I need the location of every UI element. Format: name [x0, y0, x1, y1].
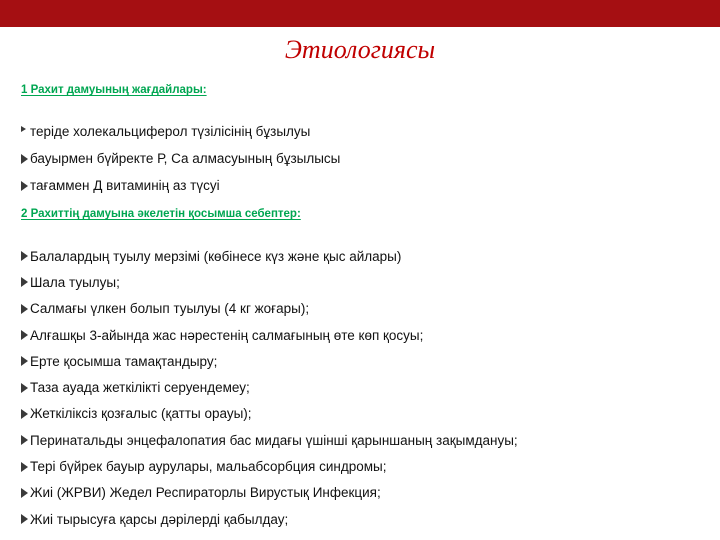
- list-item-text: Жиі (ЖРВИ) Жедел Респираторлы Вирустық Инфекция;: [30, 485, 381, 501]
- list-item-text: Жиі тырысуға қарсы дәрілерді қабылдау;: [30, 511, 289, 527]
- list-item-text: Салмағы үлкен болып туылуы (4 кг жоғары);: [30, 301, 310, 317]
- list-item-text: Балалардың туылу мерзімі (көбінесе күз және қыс айлары): [30, 248, 402, 264]
- list-item: [21, 506, 518, 532]
- section2-list: [21, 243, 518, 532]
- list-item: [21, 322, 518, 348]
- list-item: [21, 243, 518, 269]
- bullet-arrow-icon: [21, 330, 28, 340]
- bullet-arrow-icon: [21, 277, 28, 287]
- bullet-arrow-icon: [21, 154, 28, 164]
- list-item: [21, 401, 518, 427]
- bullet-arrow-icon: [21, 409, 28, 419]
- bullet-arrow-icon: [21, 514, 28, 524]
- bullet-arrow-icon: [21, 356, 28, 366]
- bullet-arrow-icon: [21, 126, 26, 132]
- list-item-text: тағаммен Д витаминің аз түсуі: [30, 178, 220, 193]
- bullet-arrow-icon: [21, 251, 28, 261]
- bullet-arrow-icon: [21, 435, 28, 445]
- bullet-arrow-icon: [21, 181, 28, 191]
- list-item-text: Перинатальды энцефалопатия бас мидағы үшінші қарыншаның зақымдануы;: [30, 432, 518, 448]
- list-item: [21, 269, 518, 295]
- list-item: [21, 480, 518, 506]
- list-item-text: Таза ауада жеткілікті серуендемеу;: [30, 380, 250, 396]
- section1-heading: 1 Рахит дамуының жағдайлары:: [21, 84, 207, 96]
- bullet-arrow-icon: [21, 462, 28, 472]
- section2-heading: 2 Рахиттің дамуына әкелетін қосымша себептер:: [21, 208, 301, 220]
- bullet-arrow-icon: [21, 488, 28, 498]
- list-item-text: Тері бүйрек бауыр аурулары, мальабсорбция синдромы;: [30, 459, 387, 475]
- list-item: [21, 296, 518, 322]
- list-item-text: теріде холекальциферол түзілісінің бұзылуы: [30, 124, 311, 139]
- section1-list: [21, 118, 340, 199]
- list-item: [21, 374, 518, 400]
- slide-title: Этиологиясы: [284, 35, 436, 64]
- list-item: [21, 118, 340, 145]
- top-bar: [0, 0, 720, 27]
- list-item: [21, 453, 518, 479]
- list-item-text: Жеткіліксіз қозғалыс (қатты орауы);: [30, 406, 252, 422]
- list-item: [21, 145, 340, 172]
- bullet-arrow-icon: [21, 383, 28, 393]
- list-item: [21, 427, 518, 453]
- list-item-text: Шала туылуы;: [30, 274, 120, 290]
- list-item-text: бауырмен бүйректе Р, Са алмасуының бұзылысы: [30, 151, 341, 166]
- list-item: [21, 348, 518, 374]
- list-item: [21, 172, 340, 199]
- list-item-text: Алғашқы 3-айында жас нәрестенің салмағының өте көп қосуы;: [30, 327, 424, 343]
- list-item-text: Ерте қосымша тамақтандыру;: [30, 353, 218, 369]
- bullet-arrow-icon: [21, 304, 28, 314]
